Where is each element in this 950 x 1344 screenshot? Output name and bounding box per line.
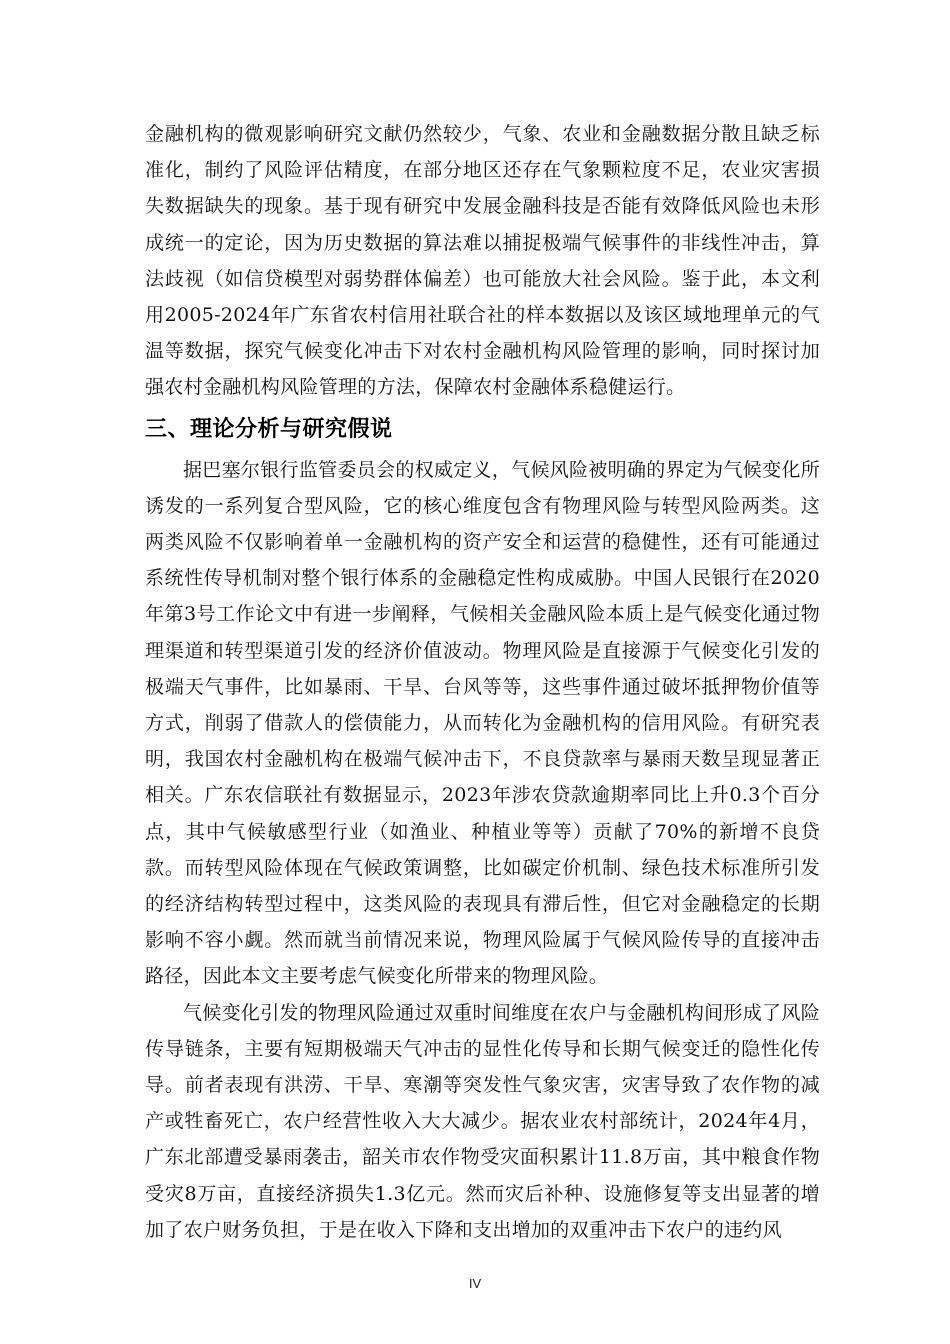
section-heading: 三、理论分析与研究假说 — [145, 416, 393, 442]
body-text — [145, 116, 820, 1248]
paragraph-intro-continuation: 金融机构的微观影响研究文献仍然较少，气象、农业和金融数据分散且缺乏标准化，制约了风险评估精度，在部分地区还存在气象颗粒度不足，农业灾害损失数据缺失的现象。基于现有研究中发展金融科技是否能有效降低风险也未形成统一的定论，因为历史数据的算法难以捕捉极端气候事件的非线性冲击，算法歧视（如信贷模型对弱势群体偏差）也可能放大社会风险。鉴于此，本文利用2005-2024年广东省农村信用社联合社的样本数据以及该区域地理单元的气温等数据，探究气候变化冲击下对农村金融机构风险管理的影响，同时探讨加强农村金融机构风险管理的方法，保障农村金融体系稳健运行。 — [145, 123, 820, 399]
paragraph-physical-risk-transmission: 气候变化引发的物理风险通过双重时间维度在农户与金融机构间形成了风险传导链条，主要有短期极端天气冲击的显性化传导和长期气候变迁的隐性化传导。前者表现有洪涝、干旱、寒潮等突发性气象灾害，灾害导致了农作物的减产或牲畜死亡，农户经营性收入大大减少。据农业农村部统计，2024年4月，广东北部遭受暴雨袭击，韶关市农作物受灾面积累计11.8万亩，其中粮食作物受灾8万亩，直接经济损失1.3亿元。然而灾后补种、设施修复等支出显著的增加了农户财务负担，于是在收入下降和支出增加的双重冲击下农户的违约风 — [145, 1001, 820, 1241]
paragraph-climate-risk-definition: 据巴塞尔银行监管委员会的权威定义，气候风险被明确的界定为气候变化所诱发的一系列复合型风险，它的核心维度包含有物理风险与转型风险两类。这两类风险不仅影响着单一金融机构的资产安全和运营的稳健性，还有可能通过系统性传导机制对整个银行体系的金融稳定性构成威胁。中国人民银行在2020年第3号工作论文中有进一步阐释，气候相关金融风险本质上是气候变化通过物理渠道和转型渠道引发的经济价值波动。物理风险是直接源于气候变化引发的极端天气事件，比如暴雨、干旱、台风等等，这些事件通过破坏抵押物价值等方式，削弱了借款人的偿债能力，从而转化为金融机构的信用风险。有研究表明，我国农村金融机构在极端气候冲击下，不良贷款率与暴雨天数呈现显著正相关。广东农信联社有数据显示，2023年涉农贷款逾期率同比上升0.3个百分点，其中气候敏感型行业（如渔业、种植业等等）贡献了70%的新增不良贷款。而转型风险体现在气候政策调整，比如碳定价机制、绿色技术标准所引发的经济结构转型过程中，这类风险的表现具有滞后性，但它对金融稳定的长期影响不容小觑。然而就当前情况来说，物理风险属于气候风险传导的直接冲击路径，因此本文主要考虑气候变化所带来的物理风险。 — [145, 458, 820, 988]
page-number: IV — [468, 1276, 482, 1291]
